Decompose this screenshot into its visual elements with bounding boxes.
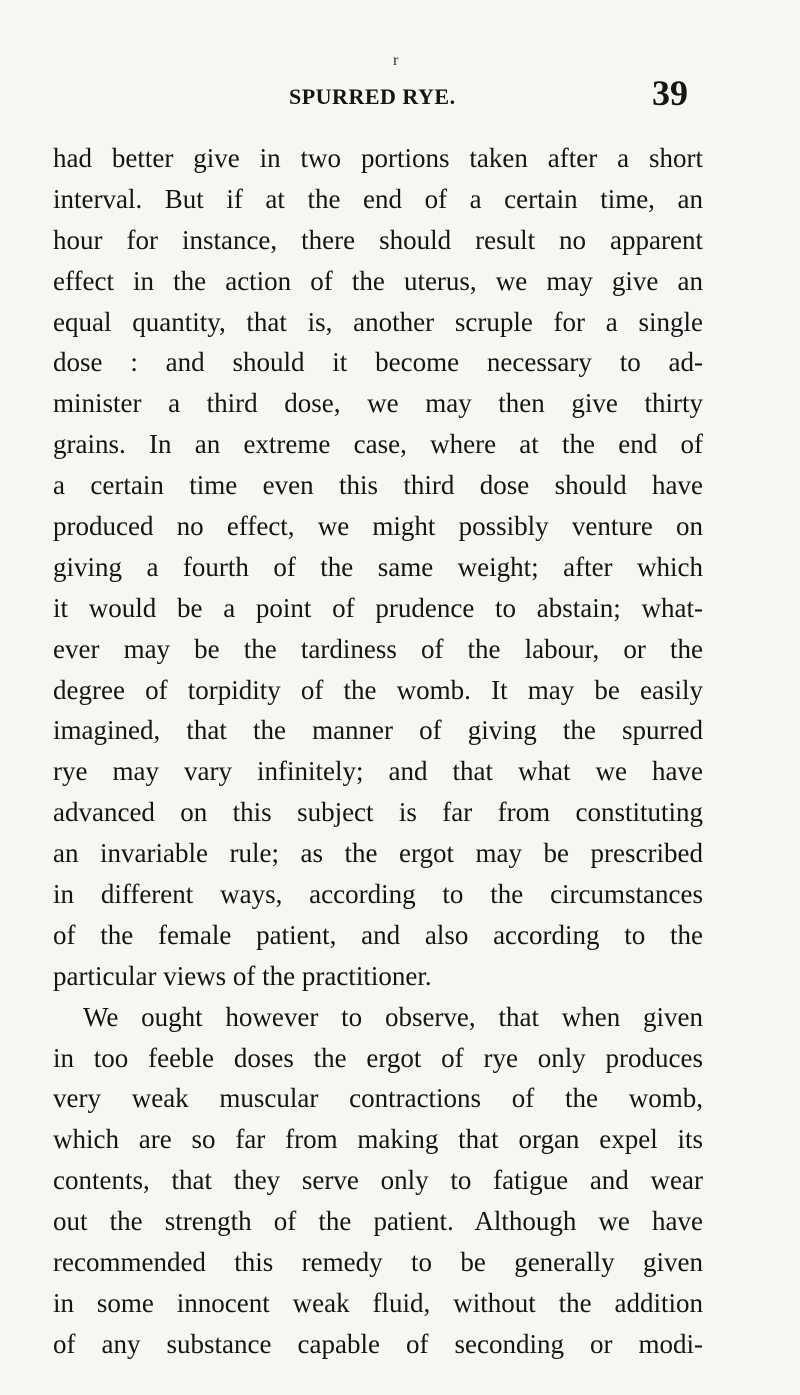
text-line-22: We ought however to observe, that when given [83, 1001, 703, 1032]
text-line-16: rye may vary infinitely; and that what we have [53, 756, 703, 787]
text-line-4: effect in the action of the uterus, we may give an [53, 265, 703, 296]
text-line-15: imagined, that the manner of giving the spurred [53, 715, 703, 746]
text-line-14: degree of torpidity of the womb. It may be easily [53, 674, 703, 705]
page-mark: r [393, 52, 399, 69]
text-line-18: an invariable rule; as the ergot may be prescribed [53, 838, 703, 869]
text-line-1: had better give in two portions taken after a short [53, 143, 703, 173]
text-line-12: it would be a point of prudence to abstain; what- [53, 592, 703, 623]
text-line-11: giving a fourth of the same weight; after which [53, 551, 703, 582]
body-text [53, 138, 703, 1365]
running-head: SPURRED RYE. [289, 84, 456, 109]
text-line-13: ever may be the tardiness of the labour, or the [53, 633, 703, 664]
text-line-19: in different ways, according to the circumstances [53, 879, 703, 910]
text-line-6: dose : and should it become necessary to ad- [53, 347, 703, 378]
page-number: 39 [652, 73, 688, 113]
text-line-27: out the strength of the patient. Although we have [53, 1206, 703, 1237]
text-line-7: minister a third dose, we may then give thirty [53, 388, 703, 419]
text-line-29: in some innocent weak fluid, without the addition [53, 1287, 703, 1318]
text-line-30: of any substance capable of seconding or modi- [53, 1328, 703, 1359]
text-line-20: of the female patient, and also according to the [53, 919, 703, 950]
text-line-24: very weak muscular contractions of the womb, [53, 1083, 703, 1114]
text-line-26: contents, that they serve only to fatigue and wear [53, 1165, 703, 1196]
page-header [0, 72, 800, 122]
text-line-2: interval. But if at the end of a certain time, an [53, 183, 703, 214]
text-line-3: hour for instance, there should result no apparent [53, 224, 703, 255]
text-line-10: produced no effect, we might possibly venture on [53, 511, 703, 542]
text-line-8: grains. In an extreme case, where at the end of [53, 429, 703, 460]
text-line-5: equal quantity, that is, another scruple for a single [53, 306, 703, 337]
text-line-17: advanced on this subject is far from constituting [53, 797, 703, 828]
text-line-21: particular views of the practitioner. [53, 960, 432, 991]
text-line-9: a certain time even this third dose should have [53, 470, 703, 501]
text-line-28: recommended this remedy to be generally given [53, 1247, 703, 1278]
text-line-23: in too feeble doses the ergot of rye only produces [53, 1042, 703, 1073]
text-line-25: which are so far from making that organ expel its [53, 1124, 703, 1155]
